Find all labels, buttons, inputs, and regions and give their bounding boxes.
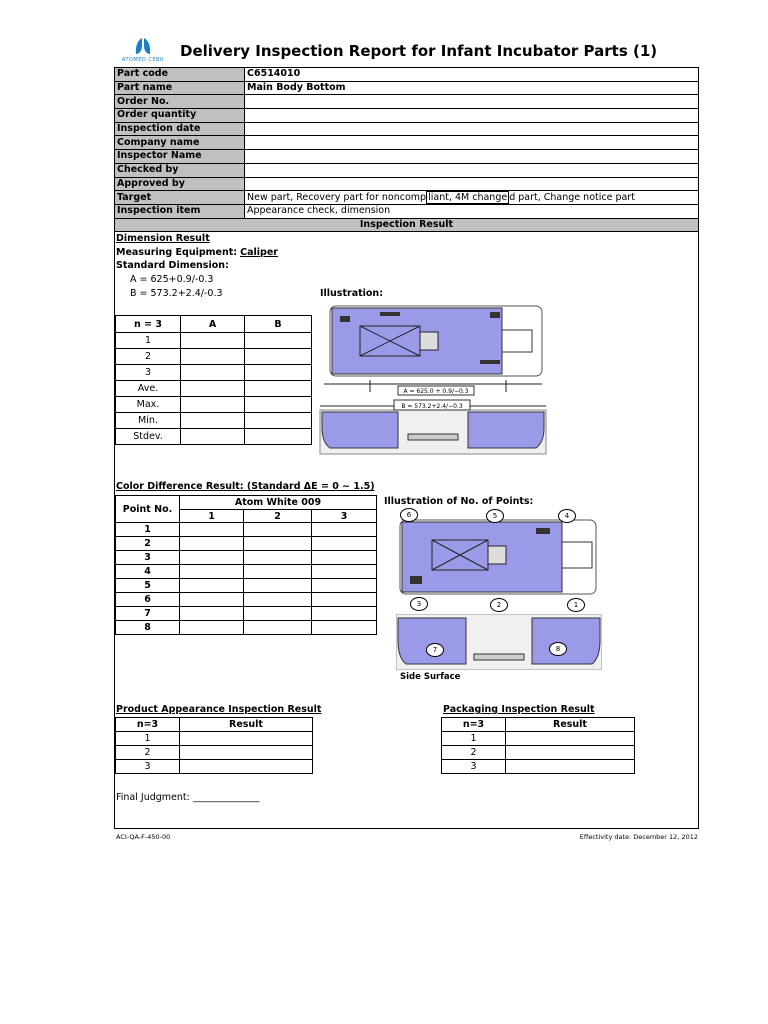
cell[interactable]: [244, 579, 312, 593]
row-label: 2: [442, 746, 506, 760]
info-label: Checked by: [115, 163, 245, 177]
info-label: Inspector Name: [115, 150, 245, 164]
atom-white-header: Atom White 009: [180, 496, 377, 510]
result-cell[interactable]: [506, 746, 635, 760]
point-no-header: Point No.: [116, 496, 180, 523]
info-value[interactable]: Main Body Bottom: [245, 81, 699, 95]
point-badge-2: 2: [490, 598, 508, 612]
info-row-part-code: [115, 68, 699, 82]
row-label: 1: [442, 732, 506, 746]
final-judgment[interactable]: Final Judgment: ______________: [116, 792, 260, 803]
table-row: [116, 397, 312, 413]
info-value[interactable]: [245, 109, 699, 123]
dimension-result-title: Dimension Result: [116, 233, 210, 244]
color-header-row: [116, 496, 377, 510]
row-label: 3: [116, 365, 181, 381]
row-label: 2: [116, 746, 180, 760]
cell[interactable]: [312, 593, 377, 607]
point-label: 3: [116, 551, 180, 565]
target-option-text: New part, Recovery part for noncomp: [247, 191, 427, 203]
cell[interactable]: [180, 621, 244, 635]
appearance-table: [115, 717, 313, 774]
info-value[interactable]: [245, 95, 699, 109]
cell-a[interactable]: [181, 397, 245, 413]
logo-lungs-icon: [132, 36, 154, 58]
info-value[interactable]: [245, 122, 699, 136]
cell-a[interactable]: [181, 429, 245, 445]
row-label: Min.: [116, 413, 181, 429]
cell[interactable]: [244, 607, 312, 621]
info-label: Part name: [115, 81, 245, 95]
point-label: 7: [116, 607, 180, 621]
cell[interactable]: [244, 593, 312, 607]
info-label: Order No.: [115, 95, 245, 109]
cell[interactable]: [180, 607, 244, 621]
logo-text: ATOMED CEBU: [121, 57, 165, 63]
packaging-header-row: [442, 718, 635, 732]
inspection-result-band-row: [115, 218, 699, 232]
dimension-col-a: A: [181, 316, 245, 333]
dimension-header-row: [116, 316, 312, 333]
dimension-a-callout: A = 625.0 + 0.9/−0.3: [403, 388, 469, 395]
appearance-col-n: n=3: [116, 718, 180, 732]
incubator-front-view-diagram: [318, 398, 548, 456]
company-logo: [112, 36, 174, 68]
result-cell[interactable]: [180, 760, 313, 774]
target-option-boxed[interactable]: liant, 4M change: [428, 191, 508, 203]
packaging-col-n: n=3: [442, 718, 506, 732]
target-label: Target: [115, 191, 245, 205]
cell[interactable]: [244, 621, 312, 635]
color-difference-title: Color Difference Result: (Standard ΔE = 0 ~ 1.5): [116, 481, 375, 492]
table-row: [116, 746, 313, 760]
inspection-result-band: Inspection Result: [115, 218, 699, 232]
cell[interactable]: [180, 565, 244, 579]
point-label: 6: [116, 593, 180, 607]
info-row-inspection-item: [115, 204, 699, 218]
point-badge-3: 3: [410, 597, 428, 611]
info-value[interactable]: [245, 177, 699, 191]
table-row: [442, 732, 635, 746]
form-code: ACI-QA-F-450-00: [116, 833, 171, 841]
packaging-title: Packaging Inspection Result: [443, 704, 595, 715]
cell-b[interactable]: [245, 429, 312, 445]
info-row-inspector-name: [115, 150, 699, 164]
table-row: [116, 349, 312, 365]
incubator-points-side-diagram: [396, 614, 602, 670]
cell[interactable]: [312, 579, 377, 593]
cell[interactable]: [312, 607, 377, 621]
table-row: [442, 760, 635, 774]
info-label: Part code: [115, 68, 245, 82]
point-badge-6: 6: [400, 508, 418, 522]
point-badge-7: 7: [426, 643, 444, 657]
point-label: 5: [116, 579, 180, 593]
cell-b[interactable]: [245, 397, 312, 413]
table-row: [116, 365, 312, 381]
cell[interactable]: [244, 537, 312, 551]
info-label: Order quantity: [115, 109, 245, 123]
cell[interactable]: [180, 579, 244, 593]
appearance-col-result: Result: [180, 718, 313, 732]
table-row: [116, 607, 377, 621]
appearance-title: Product Appearance Inspection Result: [116, 704, 322, 715]
cell[interactable]: [312, 565, 377, 579]
cell-b[interactable]: [245, 333, 312, 349]
table-row: [116, 523, 377, 537]
table-row: [116, 381, 312, 397]
cell-a[interactable]: [181, 365, 245, 381]
cell-a[interactable]: [181, 381, 245, 397]
spec-b: B = 573.2+2.4/-0.3: [130, 288, 223, 299]
cell[interactable]: [180, 551, 244, 565]
standard-dimension-label: Standard Dimension:: [116, 260, 229, 271]
point-badge-8: 8: [549, 642, 567, 656]
effectivity-date: Effectivity date: December 12, 2012: [579, 833, 698, 841]
table-row: [116, 551, 377, 565]
info-value[interactable]: [245, 150, 699, 164]
point-badge-5: 5: [486, 509, 504, 523]
incubator-points-top-diagram: [396, 510, 602, 602]
table-row: [116, 732, 313, 746]
points-illustration-side: [396, 614, 602, 670]
cell[interactable]: [180, 537, 244, 551]
row-label: Stdev.: [116, 429, 181, 445]
equipment-label: Measuring Equipment:: [116, 247, 238, 258]
table-row: [116, 593, 377, 607]
measuring-equipment: [116, 247, 278, 258]
cell[interactable]: [312, 621, 377, 635]
incubator-top-view-diagram: [320, 302, 548, 396]
cell-a[interactable]: [181, 333, 245, 349]
info-row-inspection-date: [115, 122, 699, 136]
cell-b[interactable]: [245, 365, 312, 381]
dimension-table: [115, 315, 312, 445]
point-label: 2: [116, 537, 180, 551]
table-row: [116, 760, 313, 774]
cell[interactable]: [312, 551, 377, 565]
table-row: [116, 333, 312, 349]
target-value[interactable]: [245, 191, 699, 205]
cell-a[interactable]: [181, 349, 245, 365]
cell[interactable]: [180, 523, 244, 537]
cell[interactable]: [312, 537, 377, 551]
point-badge-1: 1: [567, 598, 585, 612]
row-label: Max.: [116, 397, 181, 413]
info-row-order-no: [115, 95, 699, 109]
info-value[interactable]: [245, 136, 699, 150]
packaging-table: [441, 717, 635, 774]
table-row: [116, 537, 377, 551]
dimension-illustration-top: [320, 302, 548, 396]
row-label: 1: [116, 732, 180, 746]
result-cell[interactable]: [506, 760, 635, 774]
target-option-text: d part, Change notice part: [509, 191, 635, 203]
info-label: Company name: [115, 136, 245, 150]
table-row: [116, 621, 377, 635]
info-label: Inspection date: [115, 122, 245, 136]
packaging-col-result: Result: [506, 718, 635, 732]
illustration-label: Illustration:: [320, 288, 383, 299]
point-label: 8: [116, 621, 180, 635]
dimension-illustration-front: [318, 398, 548, 456]
row-label: 3: [116, 760, 180, 774]
cell[interactable]: [180, 593, 244, 607]
color-difference-table: [115, 495, 377, 635]
point-label: 4: [116, 565, 180, 579]
info-value[interactable]: C6514010: [245, 68, 699, 82]
report-title: Delivery Inspection Report for Infant Incubator Parts (1): [180, 42, 658, 60]
table-row: [116, 413, 312, 429]
info-row-company-name: [115, 136, 699, 150]
result-cell[interactable]: [180, 732, 313, 746]
info-label: Inspection item: [115, 204, 245, 218]
part-info-table: [114, 67, 699, 232]
info-row-target: [115, 191, 699, 205]
info-row-checked-by: [115, 163, 699, 177]
dimension-col-b: B: [245, 316, 312, 333]
info-value[interactable]: [245, 163, 699, 177]
info-row-approved-by: [115, 177, 699, 191]
spec-a: A = 625+0.9/-0.3: [130, 274, 214, 285]
cell[interactable]: [244, 523, 312, 537]
info-value: Appearance check, dimension: [245, 204, 699, 218]
side-surface-label: Side Surface: [400, 672, 461, 682]
result-cell[interactable]: [506, 732, 635, 746]
cell-b[interactable]: [245, 381, 312, 397]
point-badge-4: 4: [558, 509, 576, 523]
cell-b[interactable]: [245, 349, 312, 365]
table-row: [442, 746, 635, 760]
info-row-part-name: [115, 81, 699, 95]
table-row: [116, 579, 377, 593]
row-label: 2: [116, 349, 181, 365]
cell[interactable]: [244, 551, 312, 565]
cell-b[interactable]: [245, 413, 312, 429]
point-label: 1: [116, 523, 180, 537]
dimension-col-n: n = 3: [116, 316, 181, 333]
cell[interactable]: [312, 523, 377, 537]
table-row: [116, 429, 312, 445]
row-label: Ave.: [116, 381, 181, 397]
cell-a[interactable]: [181, 413, 245, 429]
points-illustration-label: Illustration of No. of Points:: [384, 496, 534, 507]
info-row-order-quantity: [115, 109, 699, 123]
equipment-value: Caliper: [240, 247, 278, 258]
sub-header: 3: [312, 510, 377, 523]
result-cell[interactable]: [180, 746, 313, 760]
cell[interactable]: [244, 565, 312, 579]
appearance-header-row: [116, 718, 313, 732]
table-row: [116, 565, 377, 579]
points-illustration-top: [396, 510, 602, 602]
sub-header: 2: [244, 510, 312, 523]
row-label: 1: [116, 333, 181, 349]
info-label: Approved by: [115, 177, 245, 191]
sub-header: 1: [180, 510, 244, 523]
dimension-b-callout: B = 573.2+2.4/−0.3: [401, 403, 463, 410]
row-label: 3: [442, 760, 506, 774]
